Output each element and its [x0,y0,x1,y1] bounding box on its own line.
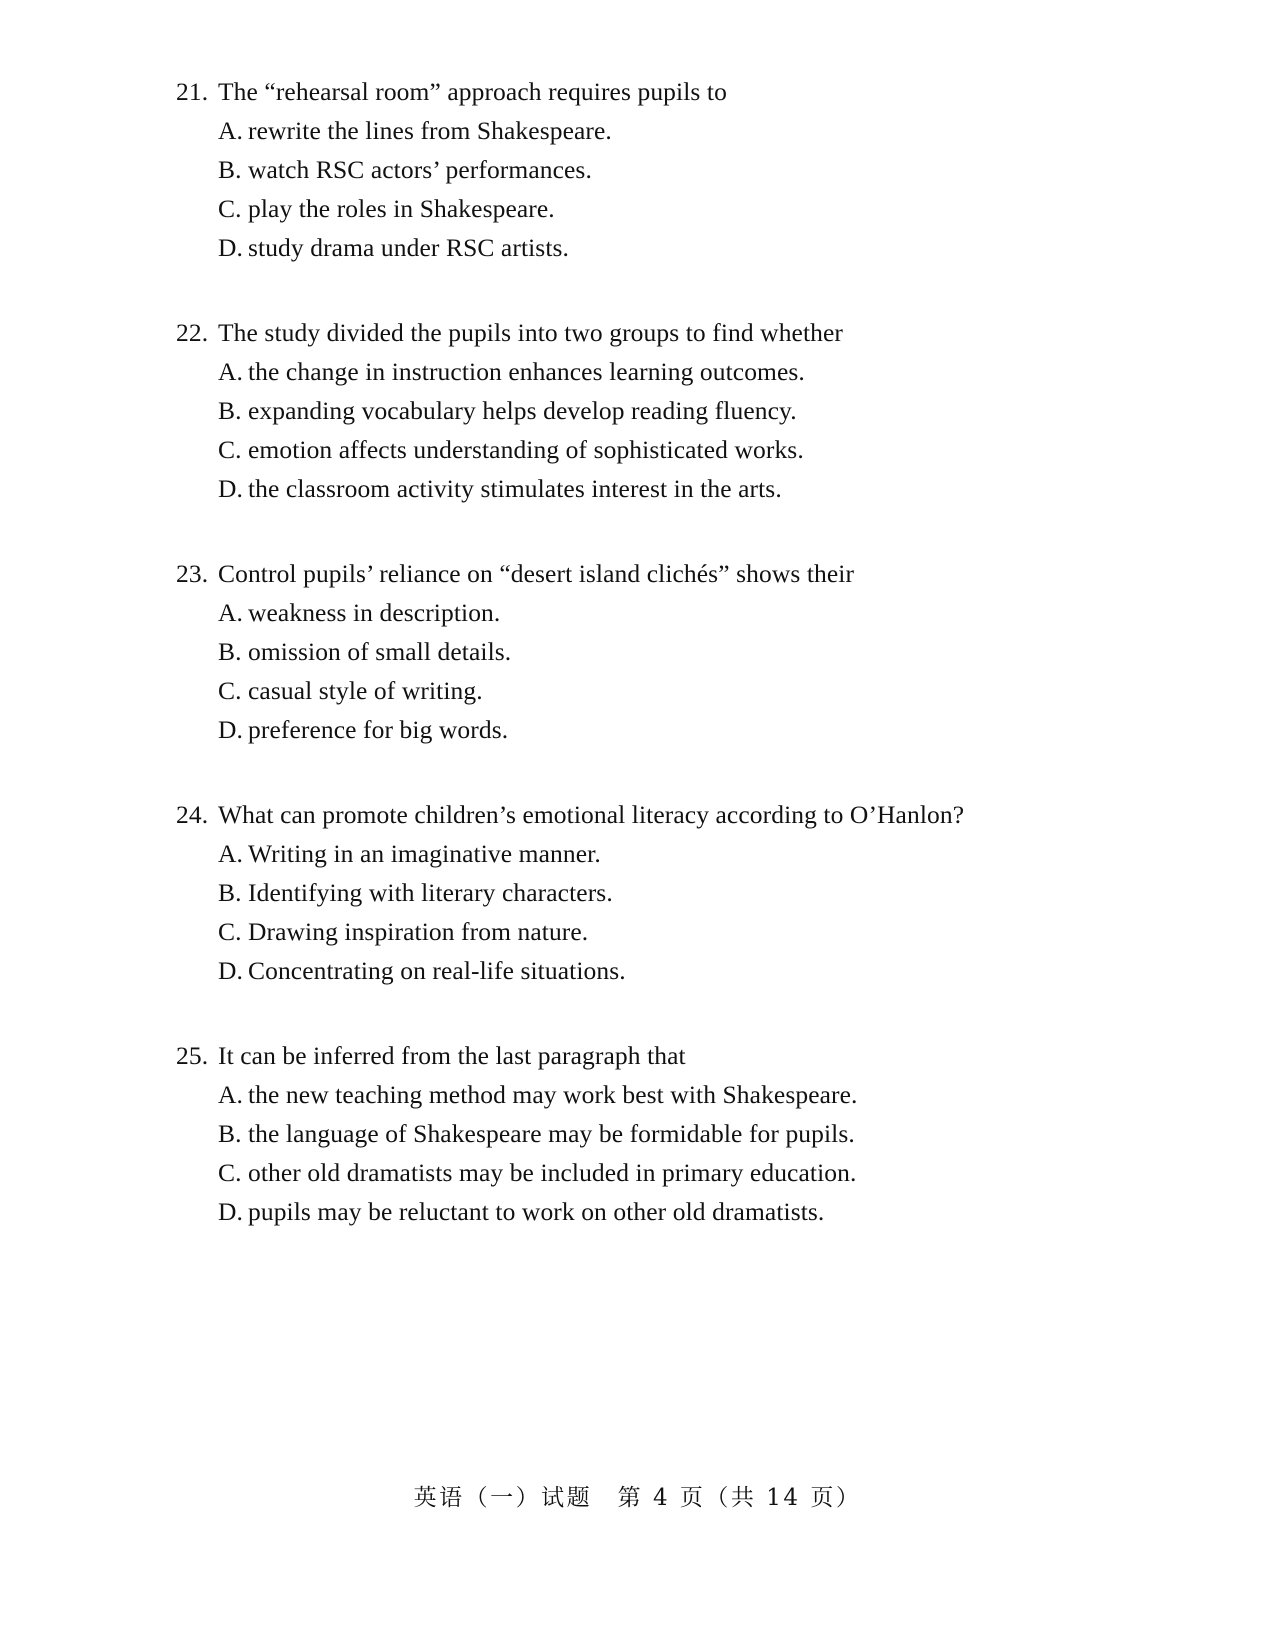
option-letter: C. [218,194,242,223]
question-number: 21. [176,77,209,106]
option-c[interactable] [218,189,1056,228]
option-letter: D. [218,474,243,503]
option-a[interactable] [218,834,1056,873]
question-stem-text: The “rehearsal room” approach requires pupils to [218,77,727,106]
option-d[interactable] [218,710,1056,749]
option-d[interactable] [218,951,1056,990]
question-stem-text: Control pupils’ reliance on “desert island clichés” shows their [218,559,855,588]
option-a[interactable] [218,111,1056,150]
question-item [176,554,1056,749]
question-number: 22. [176,318,209,347]
option-b[interactable] [218,391,1056,430]
option-text: other old dramatists may be included in primary education. [248,1158,857,1187]
option-text: weakness in description. [248,598,501,627]
question-stem-text: What can promote children’s emotional literacy according to O’Hanlon? [218,800,965,829]
option-text: rewrite the lines from Shakespeare. [248,116,612,145]
option-letter: B. [218,155,242,184]
option-text: Drawing inspiration from nature. [248,917,589,946]
option-text: play the roles in Shakespeare. [248,194,555,223]
option-letter: D. [218,715,243,744]
option-letter: A. [218,598,243,627]
question-stem [176,554,1056,593]
option-letter: A. [218,839,243,868]
option-letter: A. [218,357,243,386]
page-footer: 英语（一）试题 第 4 页（共 14 页） [413,1485,862,1511]
option-text: the language of Shakespeare may be formidable for pupils. [248,1119,855,1148]
question-stem-text: It can be inferred from the last paragraph that [218,1041,686,1070]
option-letter: A. [218,116,243,145]
question-item [176,1036,1056,1231]
question-stem-text: The study divided the pupils into two groups to find whether [218,318,844,347]
option-d[interactable] [218,228,1056,267]
option-b[interactable] [218,873,1056,912]
question-item [176,313,1056,508]
option-text: Concentrating on real-life situations. [248,956,626,985]
option-a[interactable] [218,593,1056,632]
option-text: omission of small details. [248,637,512,666]
option-text: the new teaching method may work best with Shakespeare. [248,1080,858,1109]
question-stem [176,1036,1056,1075]
option-d[interactable] [218,469,1056,508]
option-letter: B. [218,1119,242,1148]
option-letter: B. [218,396,242,425]
option-b[interactable] [218,632,1056,671]
option-text: pupils may be reluctant to work on other old dramatists. [248,1197,825,1226]
option-b[interactable] [218,150,1056,189]
option-letter: B. [218,637,242,666]
question-number: 24. [176,800,209,829]
questions-container [176,72,1056,1231]
question-stem [176,313,1056,352]
option-text: study drama under RSC artists. [248,233,570,262]
question-number: 25. [176,1041,209,1070]
option-a[interactable] [218,352,1056,391]
question-stem [176,72,1056,111]
option-a[interactable] [218,1075,1056,1114]
option-letter: C. [218,676,242,705]
option-text: watch RSC actors’ performances. [248,155,592,184]
option-text: casual style of writing. [248,676,483,705]
option-letter: D. [218,233,243,262]
option-text: Identifying with literary characters. [248,878,613,907]
option-c[interactable] [218,912,1056,951]
option-letter: C. [218,435,242,464]
option-text: emotion affects understanding of sophisticated works. [248,435,804,464]
option-d[interactable] [218,1192,1056,1231]
option-letter: D. [218,956,243,985]
option-letter: A. [218,1080,243,1109]
option-text: the change in instruction enhances learning outcomes. [248,357,805,386]
option-text: preference for big words. [248,715,509,744]
option-letter: B. [218,878,242,907]
option-text: Writing in an imaginative manner. [248,839,601,868]
option-text: the classroom activity stimulates interest in the arts. [248,474,782,503]
option-text: expanding vocabulary helps develop reading fluency. [248,396,797,425]
option-b[interactable] [218,1114,1056,1153]
option-letter: C. [218,1158,242,1187]
option-c[interactable] [218,1153,1056,1192]
question-number: 23. [176,559,209,588]
question-stem [176,795,1056,834]
option-c[interactable] [218,430,1056,469]
option-c[interactable] [218,671,1056,710]
option-letter: C. [218,917,242,946]
question-item [176,795,1056,990]
option-letter: D. [218,1197,243,1226]
question-item [176,72,1056,267]
